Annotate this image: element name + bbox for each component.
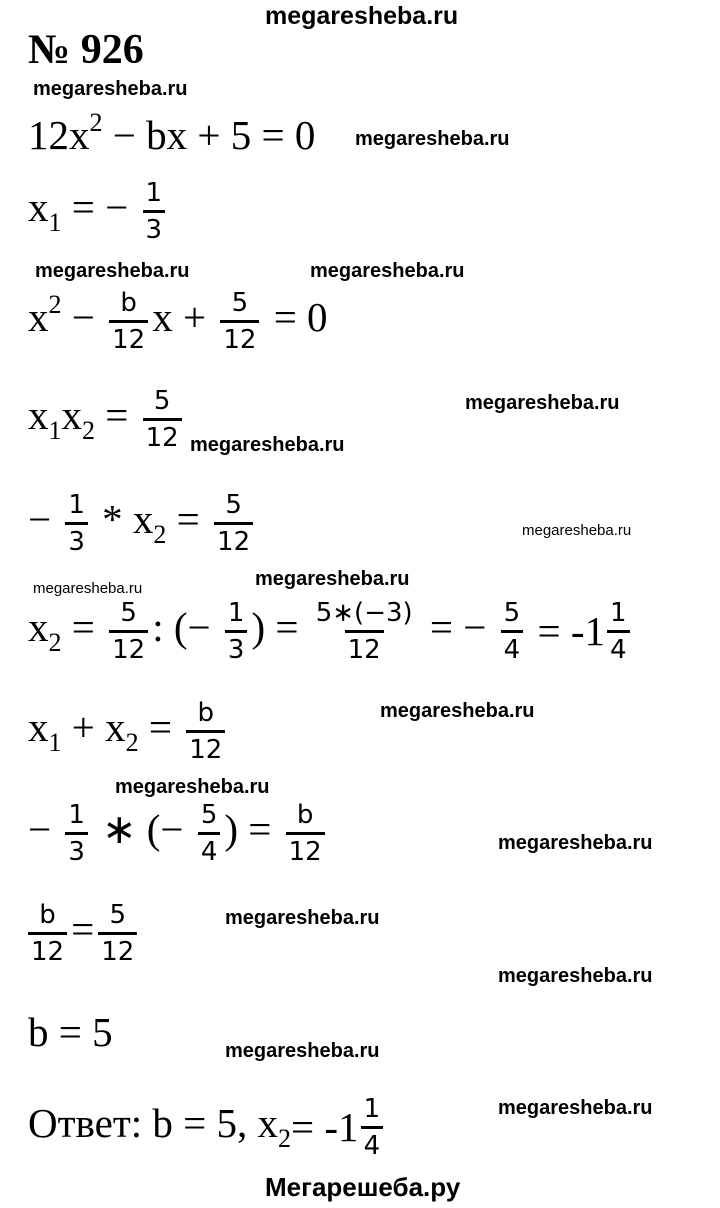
watermark: megaresheba.ru [33, 580, 143, 597]
fraction: $\frac{1}{4}$ [607, 600, 630, 663]
fraction: $\frac{1}{4}$ [361, 1096, 384, 1159]
watermark: megaresheba.ru [380, 700, 535, 722]
watermark: megaresheba.ru [115, 776, 270, 798]
mixed-number: = -1 $\frac{1}{4}$ [291, 1096, 387, 1159]
equation-line-3: $x^2$ − $\frac{b}{12}$ x + $\frac{5}{12}$ = 0 [28, 288, 328, 355]
watermark: megaresheba.ru [225, 1040, 380, 1062]
fraction: $\frac{b}{12}$ [186, 700, 225, 763]
fraction: $\frac{1}{3}$ [143, 180, 166, 243]
fraction: $\frac{5}{12}$ [143, 388, 182, 451]
answer-line: Ответ: b = 5, $x_2$ = -1 $\frac{1}{4}$ [28, 1096, 387, 1159]
equation-line-8: − $\frac{1}{3}$ ∗ (− $\frac{5}{4}$ ) = $\frac{b}{12}$ [28, 802, 329, 865]
watermark: megaresheba.ru [310, 260, 465, 282]
watermark: megaresheba.ru [225, 907, 380, 929]
fraction: $\frac{5}{12}$ [214, 492, 253, 555]
problem-number: № 926 [28, 27, 144, 73]
fraction: $\frac{5}{4}$ [198, 802, 221, 865]
fraction: $\frac{b}{12}$ [286, 802, 325, 865]
watermark: megaresheba.ru [33, 78, 188, 100]
mixed-number: = -1 $\frac{1}{4}$ [537, 600, 633, 663]
watermark: megaresheba.ru [498, 965, 653, 987]
equation-line-10: b = 5 [28, 1009, 113, 1055]
equation-line-9: $\frac{b}{12}$ = $\frac{5}{12}$ [24, 902, 141, 965]
fraction: $\frac{5∗(-3)}{12}$ [315, 598, 413, 665]
watermark: megaresheba.ru [355, 128, 510, 150]
fraction: $\frac{1}{3}$ [65, 802, 88, 865]
equation-line-5: − $\frac{1}{3}$ * $x_2$ = $\frac{5}{12}$ [28, 492, 257, 555]
fraction: $\frac{5}{4}$ [501, 600, 524, 663]
watermark: megaresheba.ru [35, 260, 190, 282]
fraction: $\frac{1}{3}$ [225, 600, 248, 663]
site-footer-text: Мегарешеба.ру [265, 1172, 461, 1202]
watermark: megaresheba.ru [498, 832, 653, 854]
fraction: $\frac{b}{12}$ [109, 290, 148, 353]
fraction: $\frac{b}{12}$ [28, 902, 67, 965]
equation-line-1: $12x^2$ − bx + 5 = 0 [28, 108, 316, 158]
equation-line-2: $x_1$ = − $\frac{1}{3}$ [28, 180, 169, 243]
site-header-text: megaresheba.ru [265, 2, 459, 30]
fraction: $\frac{5}{12}$ [220, 290, 259, 353]
fraction: $\frac{5}{12}$ [109, 600, 148, 663]
watermark: megaresheba.ru [190, 434, 345, 456]
equation-line-7: $x_1 + x_2$ = $\frac{b}{12}$ [28, 700, 229, 763]
watermark: megaresheba.ru [522, 522, 632, 539]
watermark: megaresheba.ru [255, 568, 410, 590]
equation-line-6: $x_2$ = $\frac{5}{12}$ : (− $\frac{1}{3}$ ) = $\frac{5∗(-3)}{12}$ = − $\frac{5}{4}$ = -1 $\frac{1}{4}$ [28, 600, 634, 663]
fraction: $\frac{5}{12}$ [98, 902, 137, 965]
watermark: megaresheba.ru [498, 1097, 653, 1119]
watermark: megaresheba.ru [465, 392, 620, 414]
fraction: $\frac{1}{3}$ [65, 492, 88, 555]
equation-line-4: $x_1x_2$ = $\frac{5}{12}$ [28, 388, 186, 451]
